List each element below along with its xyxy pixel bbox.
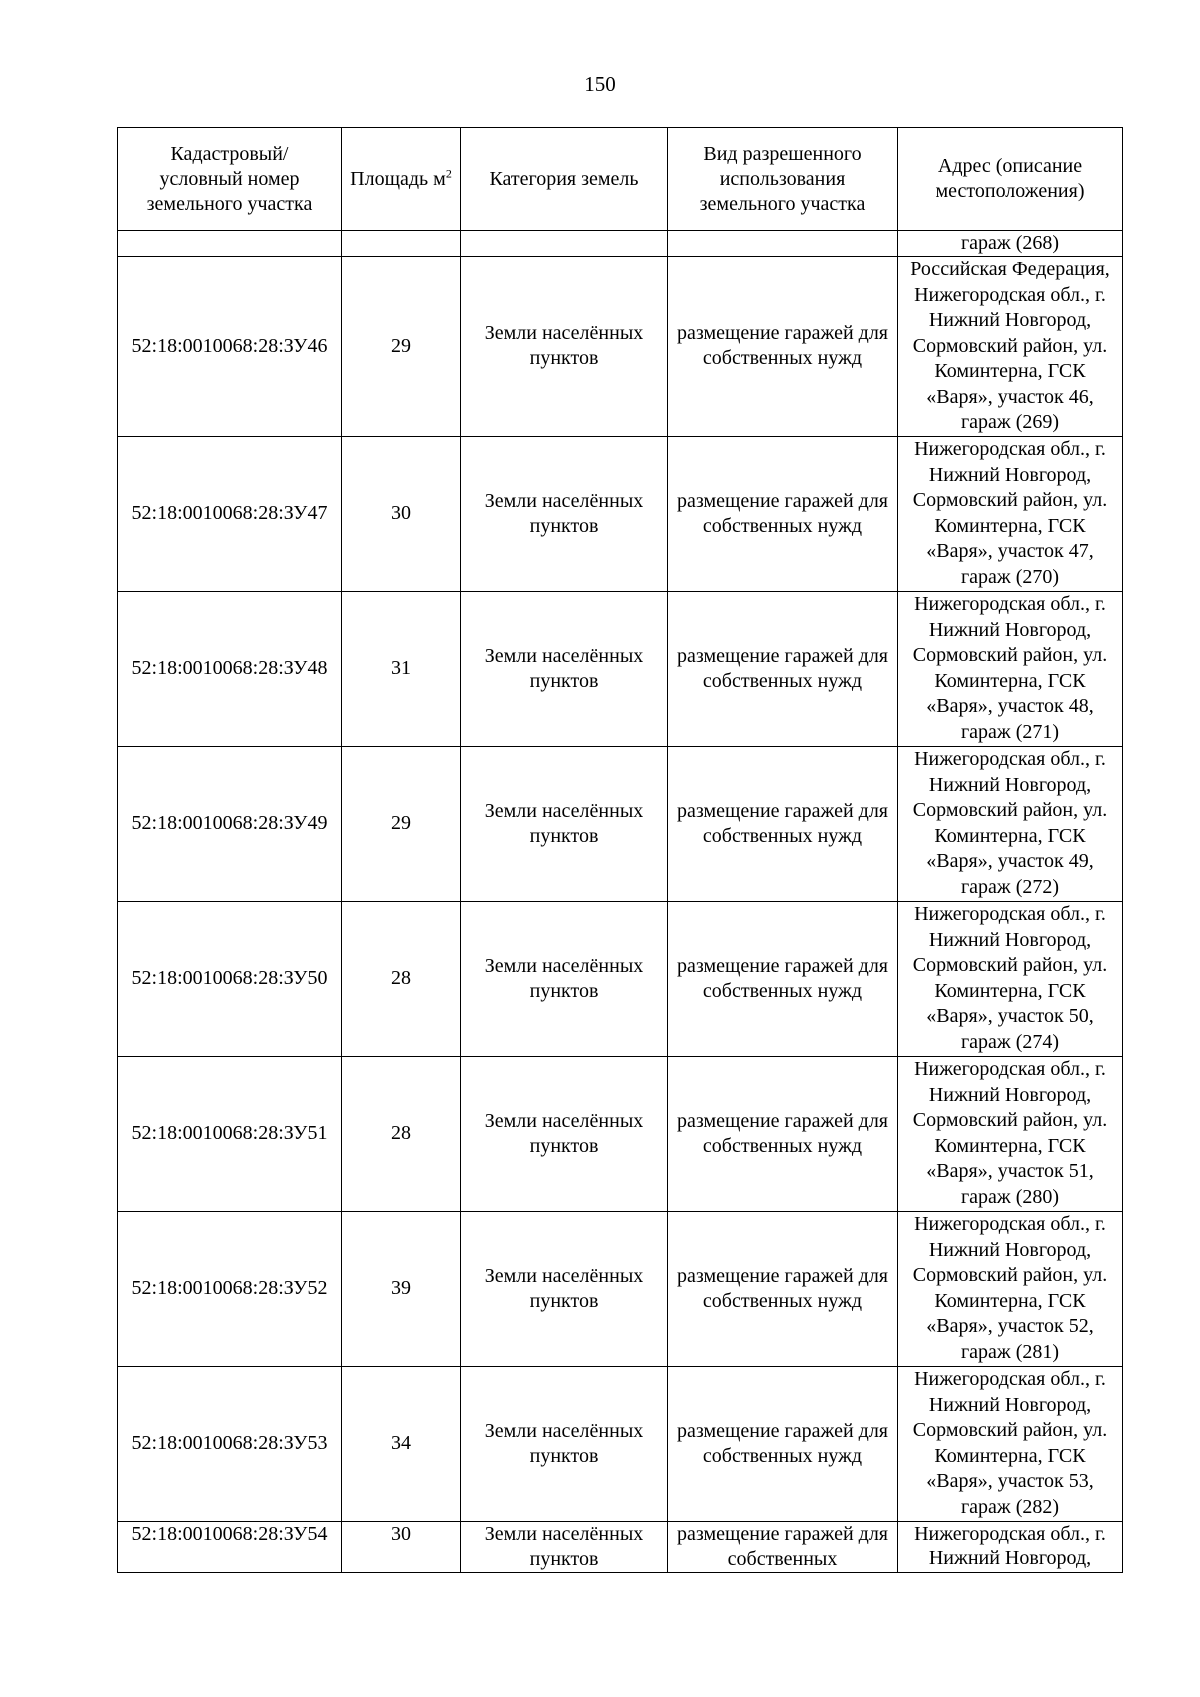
permitted-use [668,1056,898,1211]
address-text: Нижегородская обл., г. Нижний Новгород, Сормовский район, ул. Коминтерна, ГСК «Варя», участок 52, гараж (281) [912,1213,1108,1363]
land-category [461,591,668,746]
table-row [118,436,1123,591]
area-value: 30 [342,436,461,591]
cadastral-number: 52:18:0010068:28:ЗУ47 [118,436,342,591]
area-value: 34 [342,1366,461,1521]
area-value: 28 [342,901,461,1056]
table-row [118,746,1123,901]
header-cadastral: Кадастровый/ условный номер земельного участка [118,128,342,231]
address [898,901,1123,1056]
land-category-text: Земли населённых пунктов [484,954,644,1002]
land-category-text: Земли населённых пунктов [484,1419,644,1467]
address [898,1056,1123,1211]
address [898,1211,1123,1366]
continuation-row [118,231,1123,257]
permitted-use [668,257,898,437]
table-header-row [118,128,1123,231]
land-category-text: Земли населённых пунктов [484,1522,644,1570]
permitted-use [668,436,898,591]
permitted-use-text: размещение гаражей для собственных нужд [676,799,889,847]
land-category-text: Земли населённых пунктов [484,799,644,847]
permitted-use-text: размещение гаражей для собственных нужд [676,1109,889,1157]
permitted-use-text: размещение гаражей для собственных нужд [676,644,889,692]
area-value: 29 [342,257,461,437]
land-category-text: Земли населённых пунктов [484,1109,644,1157]
land-category-text: Земли населённых пунктов [484,1264,644,1312]
land-category [461,1056,668,1211]
land-category [461,1366,668,1521]
land-category [461,901,668,1056]
land-category [461,1211,668,1366]
land-category [461,1521,668,1572]
cadastral-number: 52:18:0010068:28:ЗУ48 [118,591,342,746]
address-text: Нижегородская обл., г. Нижний Новгород, Сормовский район, ул. Коминтерна, ГСК «Варя», участок 53, гараж (282) [912,1368,1108,1518]
address [898,436,1123,591]
permitted-use [668,591,898,746]
permitted-use [668,1366,898,1521]
continuation-area [342,231,461,257]
address-text: Нижегородская обл., г. Нижний Новгород, Сормовский район, ул. Коминтерна, ГСК «Варя», участок 48, гараж (271) [912,593,1108,743]
area-value: 29 [342,746,461,901]
table-row [118,1366,1123,1521]
permitted-use [668,1521,898,1572]
cadastral-number: 52:18:0010068:28:ЗУ46 [118,257,342,437]
table-row [118,1056,1123,1211]
area-value: 28 [342,1056,461,1211]
table-row [118,257,1123,437]
address [898,1521,1123,1572]
permitted-use-text: размещение гаражей для собственных нужд [676,322,889,370]
land-category [461,436,668,591]
area-value: 39 [342,1211,461,1366]
permitted-use [668,901,898,1056]
address [898,1366,1123,1521]
area-value: 30 [342,1521,461,1572]
land-category-text: Земли населённых пунктов [484,322,644,370]
cadastral-number: 52:18:0010068:28:ЗУ54 [118,1521,342,1572]
table-row [118,1521,1123,1572]
page-number: 150 [584,72,616,96]
cadastral-number: 52:18:0010068:28:ЗУ53 [118,1366,342,1521]
land-category-text: Земли населённых пунктов [484,489,644,537]
land-plots-table [117,127,1123,1573]
permitted-use [668,746,898,901]
address-text: Нижегородская обл., г. Нижний Новгород, Сормовский район, ул. Коминтерна, ГСК «Варя», участок 49, гараж (272) [912,748,1108,898]
cadastral-number: 52:18:0010068:28:ЗУ49 [118,746,342,901]
cadastral-number: 52:18:0010068:28:ЗУ51 [118,1056,342,1211]
header-category: Категория земель [461,128,668,231]
area-value: 31 [342,591,461,746]
permitted-use-text: размещение гаражей для собственных [676,1522,889,1570]
table-row [118,901,1123,1056]
continuation-use [668,231,898,257]
continuation-category [461,231,668,257]
header-use: Вид разрешенного использования земельного участка [668,128,898,231]
cadastral-number: 52:18:0010068:28:ЗУ52 [118,1211,342,1366]
continuation-address: гараж (268) [898,231,1123,257]
land-category [461,746,668,901]
table-row [118,1211,1123,1366]
address-text: Нижегородская обл., г. Нижний Новгород, [914,1522,1106,1569]
header-address: Адрес (описание местоположения) [898,128,1123,231]
address-text: Нижегородская обл., г. Нижний Новгород, Сормовский район, ул. Коминтерна, ГСК «Варя», участок 51, гараж (280) [912,1058,1108,1208]
address [898,591,1123,746]
permitted-use [668,1211,898,1366]
table-row [118,591,1123,746]
address-text: Нижегородская обл., г. Нижний Новгород, Сормовский район, ул. Коминтерна, ГСК «Варя», участок 50, гараж (274) [912,903,1108,1053]
address [898,257,1123,437]
permitted-use-text: размещение гаражей для собственных нужд [676,489,889,537]
address-text: Российская Федерация, Нижегородская обл., г. Нижний Новгород, Сормовский район, ул. Коминтерна, ГСК «Варя», участок 46, гараж (269) [910,258,1110,433]
header-area: Площадь $м^2$ [342,128,461,231]
permitted-use-text: размещение гаражей для собственных нужд [676,1419,889,1467]
permitted-use-text: размещение гаражей для собственных нужд [676,954,889,1002]
cadastral-number: 52:18:0010068:28:ЗУ50 [118,901,342,1056]
land-category-text: Земли населённых пунктов [484,644,644,692]
continuation-cadastral [118,231,342,257]
permitted-use-text: размещение гаражей для собственных нужд [676,1264,889,1312]
address [898,746,1123,901]
land-category [461,257,668,437]
address-text: Нижегородская обл., г. Нижний Новгород, Сормовский район, ул. Коминтерна, ГСК «Варя», участок 47, гараж (270) [912,438,1108,588]
